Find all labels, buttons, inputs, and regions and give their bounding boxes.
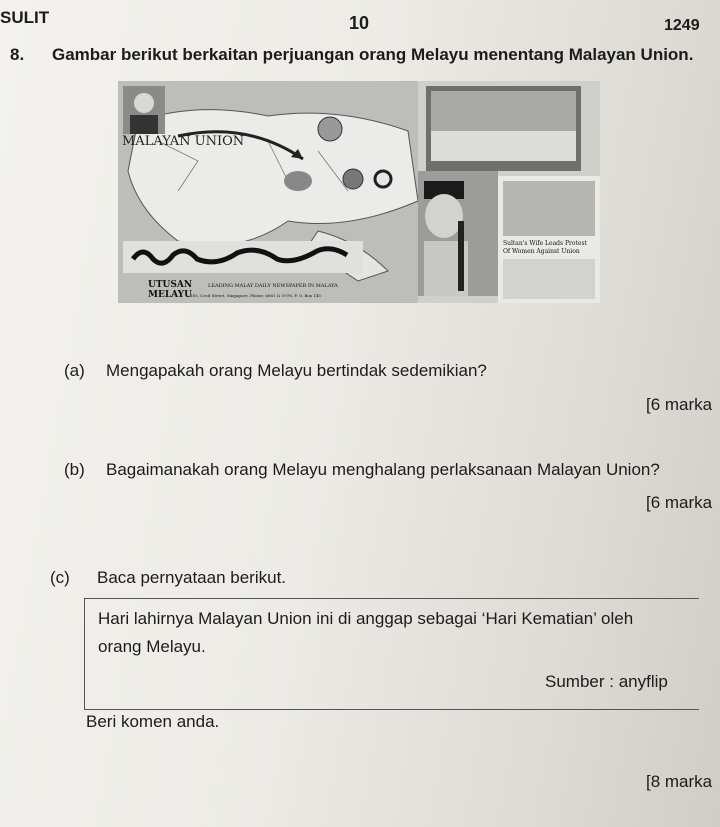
statement-source: Sumber : anyflip	[545, 672, 668, 691]
statement-line-1: Hari lahirnya Malayan Union ini di anggap sebagai ‘Hari Kematian’ oleh	[98, 609, 634, 628]
part-c-instruction: Beri komen anda.	[86, 712, 220, 731]
part-a-marks: [6 marka	[646, 395, 713, 414]
part-b-label: (b)	[64, 460, 85, 479]
emblem-crest-2	[343, 169, 363, 189]
part-c-marks: [8 marka	[646, 772, 713, 791]
historical-collage-image	[118, 81, 600, 303]
crowd-people	[431, 131, 576, 161]
statement-line-2: orang Melayu.	[98, 637, 206, 656]
news-headline-2: Of Women Against Union	[503, 248, 580, 255]
news-body	[503, 259, 595, 299]
part-c-label: (c)	[50, 568, 70, 587]
masthead-address: 185, Cecil Street, Singapore. Phone: 6861 & 5978, P. O. Box 145	[190, 293, 321, 298]
jawi-band	[123, 241, 363, 273]
emblem-crest-1	[318, 117, 342, 141]
emblem-crest-3	[375, 171, 391, 187]
question-number: 8.	[10, 45, 25, 64]
face	[425, 194, 463, 238]
statement-box	[84, 598, 699, 710]
part-b-question: Bagaimanakah orang Melayu menghalang perlaksanaan Malayan Union?	[106, 460, 660, 479]
header-sulit: SULIT	[0, 8, 50, 27]
part-a-question: Mengapakah orang Melayu bertindak sedemikian?	[106, 361, 487, 380]
masthead-melayu: MELAYU	[148, 290, 192, 300]
emblem-crest-4	[284, 171, 312, 191]
news-headline-1: Sultan's Wife Leads Protest	[503, 240, 587, 247]
portrait-suit	[130, 115, 158, 134]
part-a-label: (a)	[64, 361, 85, 380]
masthead-tagline: LEADING MALAY DAILY NEWSPAPER IN MALAYA	[208, 283, 338, 289]
crowd-building	[431, 91, 576, 131]
masthead-utusan: UTUSAN	[148, 280, 193, 290]
map-label: MALAYAN UNION	[122, 134, 245, 149]
part-c-question: Baca pernyataan berikut.	[97, 568, 287, 587]
portrait-face	[134, 93, 154, 113]
question-text: Gambar berikut berkaitan perjuangan orang Melayu menentang Malayan Union.	[52, 45, 694, 64]
microphone-stand	[458, 221, 464, 291]
paper-code: 1249	[664, 17, 700, 34]
part-b-marks: [6 marka	[646, 493, 713, 512]
news-photo	[503, 181, 595, 236]
collage-svg	[118, 81, 600, 303]
page-number: 10	[349, 13, 370, 33]
